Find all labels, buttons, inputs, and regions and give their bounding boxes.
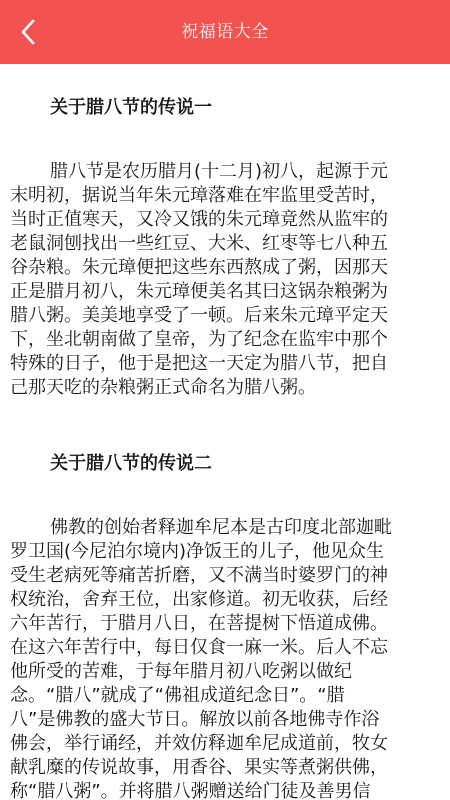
paragraph-line: 腊八节是农历腊月(十二月)初八，起源于元 <box>50 161 389 182</box>
paragraph-line: 权统治，舍弃王位，出家修道。初无收获，后经 <box>10 589 388 610</box>
paragraph-line: 受生老病死等痛苦折磨，又不满当时婆罗门的神 <box>10 565 388 586</box>
page-title: 祝福语大全 <box>181 22 269 42</box>
paragraph-line: 末明初，据说当年朱元璋落难在牢监里受苦时， <box>10 185 388 206</box>
section-paragraph-2 <box>10 516 440 800</box>
paragraph-line: 在这六年苦行中，每日仅食一麻一米。后人不忘 <box>10 637 388 658</box>
paragraph-line: 献乳糜的传说故事，用香谷、果实等煮粥供佛， <box>10 757 388 778</box>
paragraph-line: 八”是佛教的盛大节日。解放以前各地佛寺作浴 <box>10 709 380 730</box>
paragraph-line: 特殊的日子，他于是把这一天定为腊八节，把自 <box>10 353 388 374</box>
section-paragraph-1 <box>10 160 440 400</box>
top-app-bar <box>0 0 450 64</box>
paragraph-line: 老鼠洞刨找出一些红豆、大米、红枣等七八种五 <box>10 233 388 254</box>
paragraph-line: 六年苦行，于腊月八日，在菩提树下悟道成佛。 <box>10 613 388 634</box>
paragraph-line: 佛会，举行诵经，并效仿释迦牟尼成道前，牧女 <box>10 733 388 754</box>
paragraph-line: 当时正值寒天，又冷又饿的朱元璋竟然从监牢的 <box>10 209 388 230</box>
paragraph-line: 腊八粥。美美地享受了一顿。后来朱元璋平定天 <box>10 305 388 326</box>
paragraph-line: 己那天吃的杂粮粥正式命名为腊八粥。 <box>10 377 316 398</box>
section-heading-2: 关于腊八节的传说二 <box>50 453 212 474</box>
paragraph-line: 称“腊八粥”。并将腊八粥赠送给门徒及善男信 <box>10 781 371 800</box>
section-heading-1: 关于腊八节的传说一 <box>50 97 212 118</box>
article-content[interactable] <box>0 64 450 800</box>
paragraph-line: 罗卫国(今尼泊尔境内)净饭王的儿子，他见众生 <box>10 541 385 562</box>
paragraph-line: 佛教的创始者释迦牟尼本是古印度北部迦毗 <box>50 517 392 538</box>
paragraph-line: 下，坐北朝南做了皇帝，为了纪念在监牢中那个 <box>10 329 388 350</box>
paragraph-line: 正是腊月初八，朱元璋便美名其曰这锅杂粮粥为 <box>10 281 388 302</box>
paragraph-line: 念。“腊八”就成了“佛祖成道纪念日”。“腊 <box>10 685 345 706</box>
paragraph-line: 谷杂粮。朱元璋便把这些东西熬成了粥，因那天 <box>10 257 388 278</box>
paragraph-line: 他所受的苦难，于每年腊月初八吃粥以做纪 <box>10 661 352 682</box>
